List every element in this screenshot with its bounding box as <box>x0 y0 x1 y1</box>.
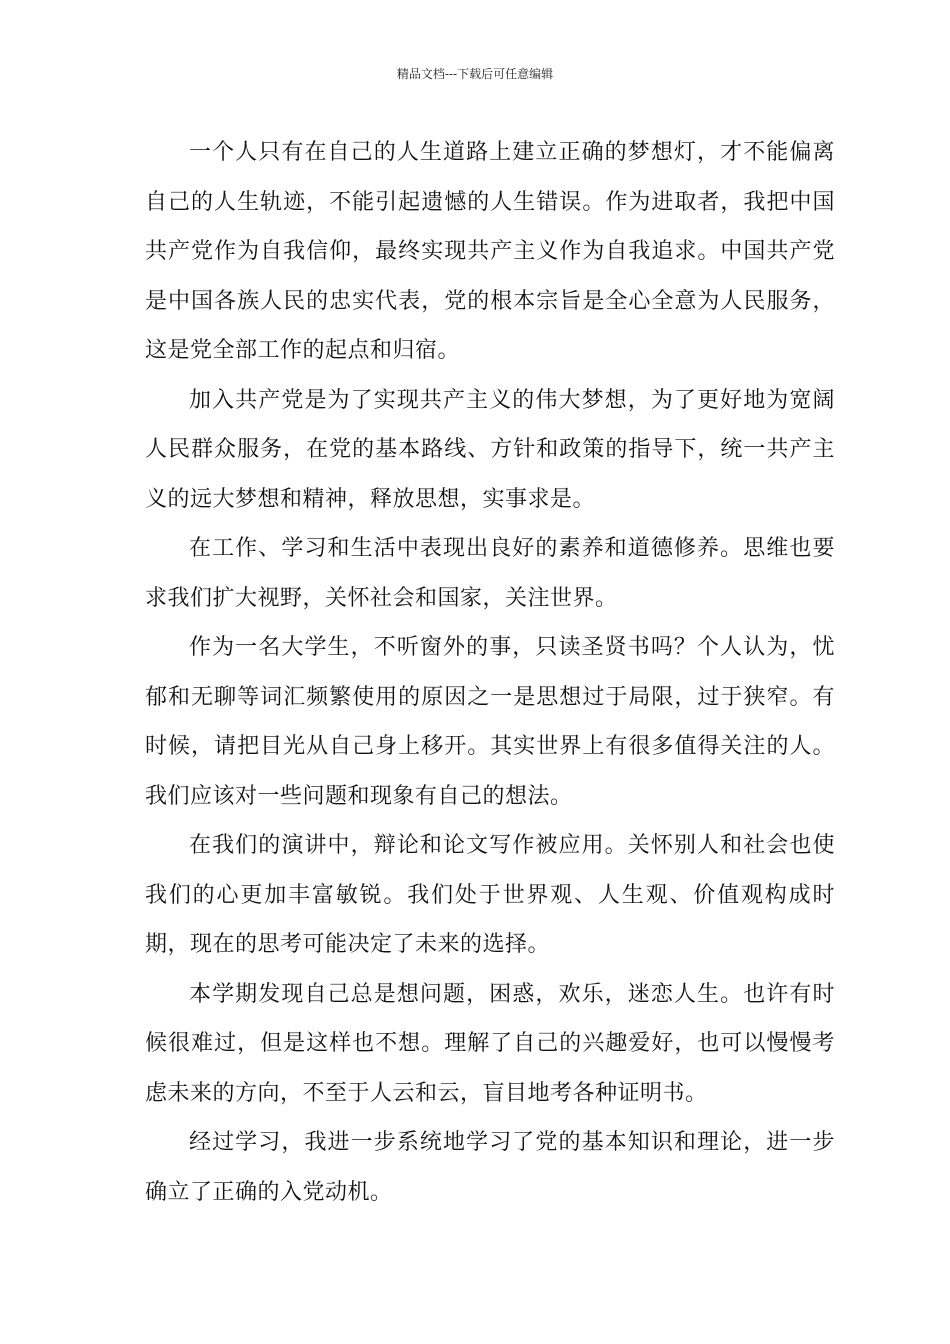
paragraph-2: 加入共产党是为了实现共产主义的伟大梦想，为了更好地为宽阔人民群众服务，在党的基本路线、方针和政策的指导下，统一共产主义的远大梦想和精神，释放思想，实事求是。 <box>145 387 835 512</box>
paragraph-7: 经过学习，我进一步系统地学习了党的基本知识和理论，进一步确立了正确的入党动机。 <box>145 1130 835 1205</box>
document-body <box>145 128 835 1217</box>
paragraph-4: 作为一名大学生，不听窗外的事，只读圣贤书吗？个人认为，忧郁和无聊等词汇频繁使用的原因之一是思想过于局限，过于狭窄。有时候，请把目光从自己身上移开。其实世界上有很多值得关注的人。我们应该对一些问题和现象有自己的想法。 <box>145 635 835 809</box>
paragraph-6: 本学期发现自己总是想问题，困惑，欢乐，迷恋人生。也许有时候很难过，但是这样也不想。理解了自己的兴趣爱好，也可以慢慢考虑未来的方向，不至于人云和云，盲目地考各种证明书。 <box>145 981 835 1106</box>
page-header: 精品文档---下载后可任意编辑 <box>396 67 554 81</box>
paragraph-5: 在我们的演讲中，辩论和论文写作被应用。关怀别人和社会也使我们的心更加丰富敏锐。我们处于世界观、人生观、价值观构成时期，现在的思考可能决定了未来的选择。 <box>145 833 835 957</box>
paragraph-1: 一个人只有在自己的人生道路上建立正确的梦想灯，才不能偏离自己的人生轨迹，不能引起遗憾的人生错误。作为进取者，我把中国共产党作为自我信仰，最终实现共产主义作为自我追求。中国共产党是中国各族人民的忠实代表，党的根本宗旨是全心全意为人民服务，这是党全部工作的起点和归宿。 <box>145 140 835 363</box>
paragraph-3: 在工作、学习和生活中表现出良好的素养和道德修养。思维也要求我们扩大视野，关怀社会和国家，关注世界。 <box>145 536 835 611</box>
